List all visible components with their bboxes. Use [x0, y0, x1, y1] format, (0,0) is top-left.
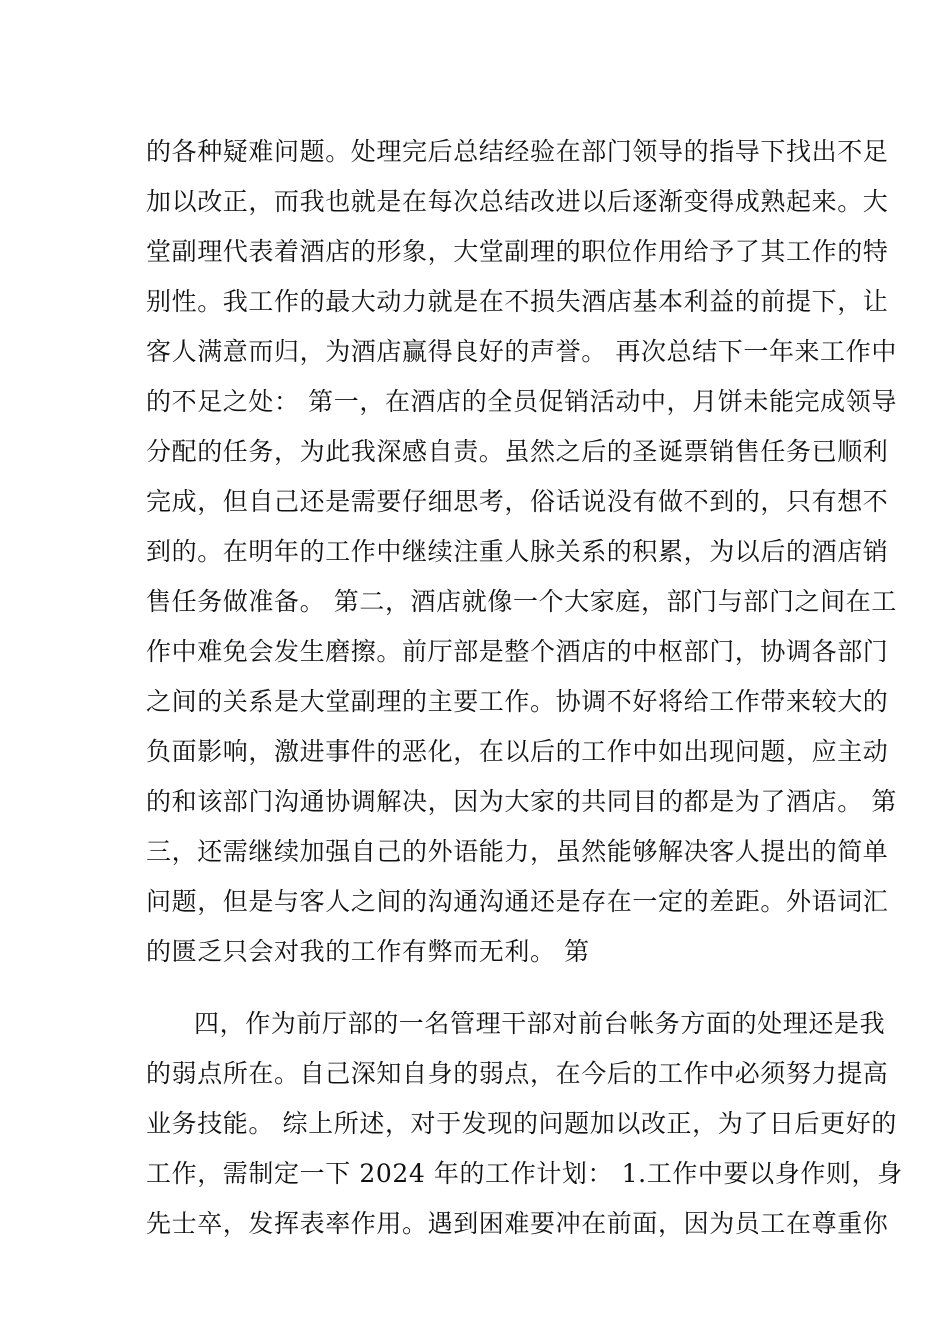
- text-line: 四，作为前厅部的一名管理干部对前台帐务方面的处理还是我: [194, 1009, 886, 1038]
- text-line: 到的。在明年的工作中继续注重人脉关系的积累，为以后的酒店销: [146, 537, 889, 566]
- text-line: 之间的关系是大堂副理的主要工作。协调不好将给工作带来较大的: [146, 687, 889, 716]
- text-line: 加以改正，而我也就是在每次总结改进以后逐渐变得成熟起来。大: [146, 187, 889, 216]
- text-line: 的各种疑难问题。处理完后总结经验在部门领导的指导下找出不足: [146, 137, 889, 166]
- text-line: 先士卒，发挥表率作用。遇到困难要冲在前面，因为员工在尊重你: [146, 1209, 889, 1238]
- text-line: 的弱点所在。自己深知自身的弱点，在今后的工作中必须努力提高: [146, 1059, 889, 1088]
- text-line: 作中难免会发生磨擦。前厅部是整个酒店的中枢部门，协调各部门: [146, 637, 889, 666]
- text-line: 完成，但自己还是需要仔细思考，俗话说没有做不到的，只有想不: [146, 487, 889, 516]
- text-line: 堂副理代表着酒店的形象，大堂副理的职位作用给予了其工作的特: [146, 237, 889, 266]
- text-line: 别性。我工作的最大动力就是在不损失酒店基本利益的前提下，让: [146, 287, 889, 316]
- text-line: 的匮乏只会对我的工作有弊而无利。 第: [146, 937, 590, 966]
- text-line: 三，还需继续加强自己的外语能力，虽然能够解决客人提出的简单: [146, 837, 889, 866]
- text-line: 的不足之处： 第一，在酒店的全员促销活动中，月饼未能完成领导: [146, 387, 897, 416]
- text-line: 工作，需制定一下 2024 年的工作计划： 1.工作中要以身作则，身: [146, 1159, 903, 1188]
- text-line: 负面影响，激进事件的恶化，在以后的工作中如出现问题，应主动: [146, 737, 889, 766]
- text-line: 客人满意而归，为酒店赢得良好的声誉。 再次总结下一年来工作中: [146, 337, 897, 366]
- text-line: 问题，但是与客人之间的沟通沟通还是存在一定的差距。外语词汇: [146, 887, 889, 916]
- text-line: 分配的任务，为此我深感自责。虽然之后的圣诞票销售任务已顺利: [146, 437, 889, 466]
- text-line: 售任务做准备。 第二，酒店就像一个大家庭，部门与部门之间在工: [146, 587, 897, 616]
- text-line: 业务技能。 综上所述，对于发现的问题加以改正，为了日后更好的: [146, 1109, 897, 1138]
- text-line: 的和该部门沟通协调解决，因为大家的共同目的都是为了酒店。 第: [146, 787, 897, 816]
